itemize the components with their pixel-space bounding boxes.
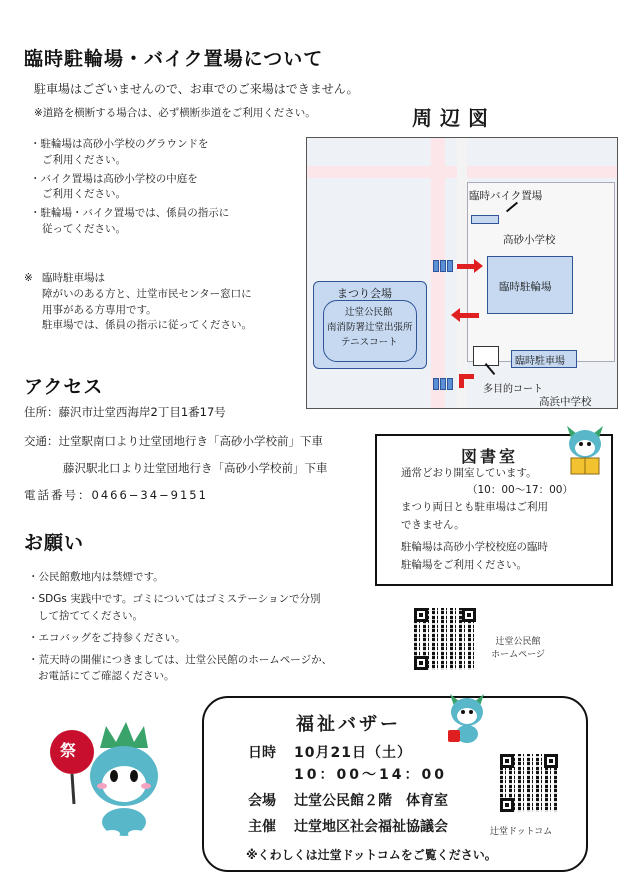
bazaar-title: 福祉バザー [296,714,401,735]
map-title: 周辺図 [412,106,496,130]
area-map [306,137,618,409]
temp-parking-note: 臨時駐車場は 障がいのある方と、辻堂市民センター窓口に 用事がある方専用です。 駐車場では、係員の指示に従ってください。 [42,272,252,332]
list-item: ・ 公民館敷地内は禁煙です。 [28,569,408,585]
list-item: ・ SDGs 実践中です。ゴミについてはゴミステーションで分別 して捨ててください。 [28,591,408,624]
bazaar-host-row: 主催 辻堂地区社会福祉協議会 [248,819,448,835]
list-item: ・ 駐輪場・バイク置場では、係員の指示に 従ってください。 [30,206,290,238]
temp-parking-mark: ※ [24,272,33,284]
list-item: ・ バイク置場は高砂小学校の中庭を ご利用ください。 [30,172,290,204]
map-label-tennis: テニスコート [341,337,398,348]
map-label-hall: 辻堂公民館 [345,307,393,318]
list-item: ・ 荒天時の開催につきましては、辻堂公民館のホームページか、 お電話にてご確認ください。 [28,652,408,685]
access-title: アクセス [24,376,104,398]
map-label-school: 高砂小学校 [503,234,556,246]
transport-text-1: 交通：辻堂駅南口より辻堂団地行き「高砂小学校前」下車 [24,434,323,448]
map-label-festival: まつり会場 [337,287,392,300]
arrow-icon [459,313,479,318]
mascot-bag-icon [444,692,490,748]
library-box: 図書室 通常どおり開室しています。 （10：00〜17：00） まつり両日とも駐車場はご利用 できません。 駐輪場は高砂小学校校庭の臨時 駐輪場をご利用ください。 [375,434,613,586]
list-item: ・ エコバッグをご持参ください。 [28,630,408,646]
phone-text: 電話番号：0466−34−9151 [24,488,208,502]
parking-title: 臨時駐輪場・バイク置場について [24,48,324,70]
map-label-bicycle: 臨時駐輪場 [499,281,552,293]
temp-bike-area [471,215,499,224]
list-item: ・ 駐輪場は高砂小学校のグラウンドを ご利用ください。 [30,137,290,169]
bazaar-box [202,696,588,872]
crosswalk-note: ※道路を横断する場合は、必ず横断歩道をご利用ください。 [34,107,316,119]
mascot-fan-icon [46,718,176,842]
qr-tsujido-label: 辻堂ドットコム [490,827,553,837]
qr-home-label: 辻堂公民館 ホームページ [491,637,545,660]
address-text: 住所：藤沢市辻堂西海岸2丁目1番17号 [24,405,226,419]
parking-rules-list [30,137,290,238]
bazaar-note: ※くわしくは辻堂ドットコムをご覧ください。 [246,848,497,862]
library-title: 図書室 [461,447,519,466]
transport-text-2: 藤沢駅北口より辻堂団地行き「高砂小学校前」下車 [63,461,328,475]
map-label-car: 臨時駐車場 [515,356,565,367]
map-label-court: 多目的コート [483,384,543,395]
map-label-fire: 南消防署辻堂出張所 [327,322,413,333]
bazaar-venue-row: 会場 辻堂公民館２階 体育室 [248,793,448,809]
request-list [28,569,408,685]
map-label-middle-school: 高浜中学校 [539,396,592,408]
arrow-icon [457,264,475,269]
fan-sign: 祭 [60,741,77,760]
map-label-bike: 臨時バイク置場 [469,190,543,202]
qr-code-home[interactable] [414,608,476,670]
no-parking-text: 駐車場はございませんので、お車でのご来場はできません。 [34,82,359,96]
request-title: お願い [24,532,85,554]
bazaar-date-row: 日時 10月21日（土） [248,745,412,761]
bazaar-time: 10：00〜14：00 [294,767,447,783]
mascot-reading-icon [563,422,607,480]
qr-code-tsujido[interactable] [500,754,558,812]
